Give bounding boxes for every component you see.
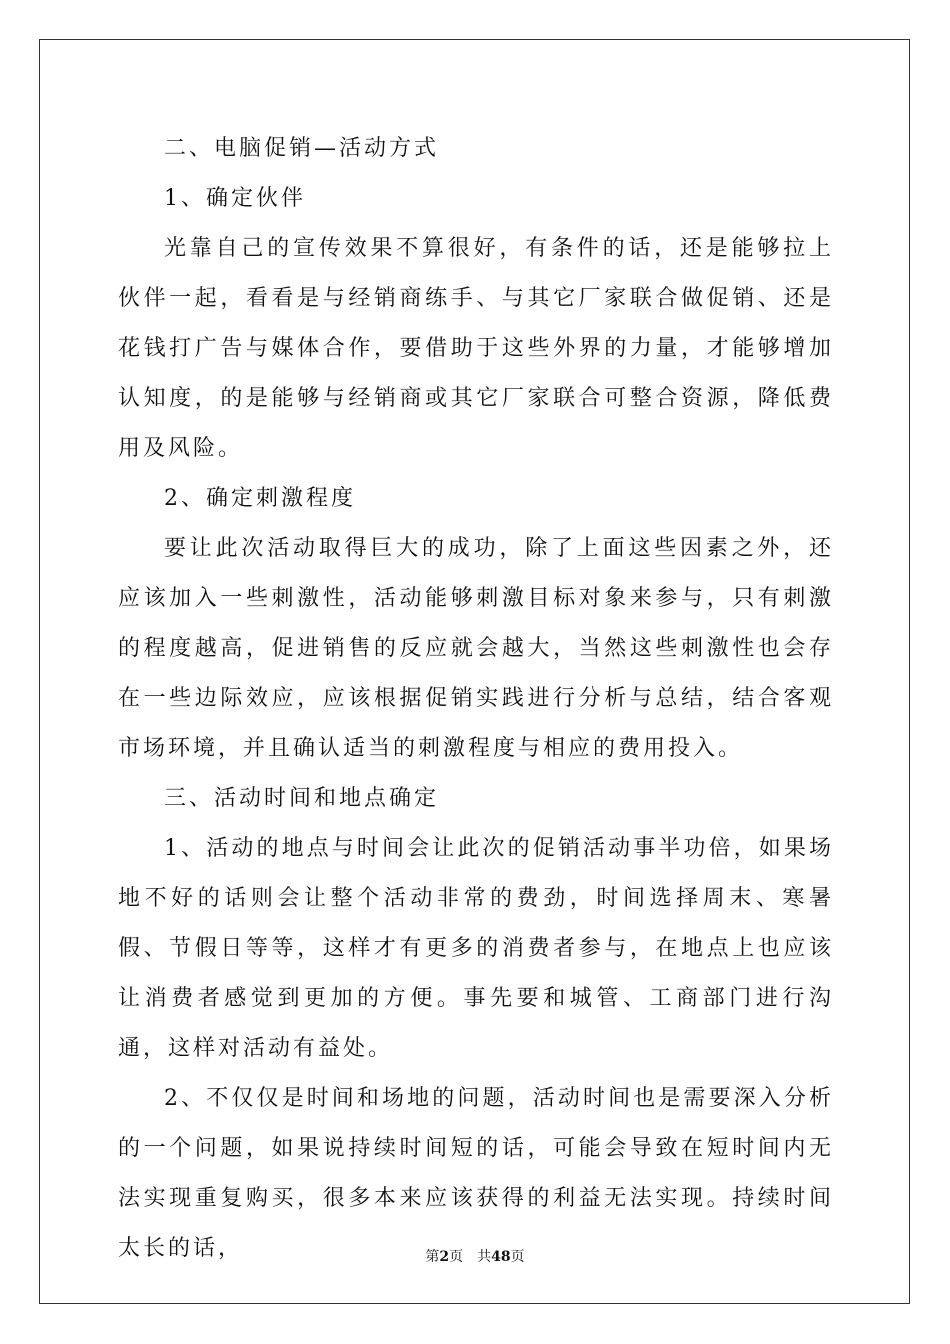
subsection-heading: 1、确定伙伴 <box>164 186 306 211</box>
total-suffix: 页 <box>510 1249 525 1265</box>
total-prefix: 共 <box>477 1249 492 1265</box>
page-number: 2 <box>439 1249 450 1265</box>
page-prefix: 第 <box>425 1249 440 1265</box>
body-paragraph: 要让此次活动取得巨大的成功，除了上面这些因素之外，还应该加入一些刺激性，活动能够刺激目标对象来参与，只有刺激的程度越高，促进销售的反应就会越大，当然这些刺激性也会存在一些边际效应，应该根据促销实践进行分析与总结，结合客观市场环境，并且确认适当的刺激程度与相应的费用投入。 <box>118 536 834 761</box>
body-paragraph: 1、活动的地点与时间会让此次的促销活动事半功倍，如果场地不好的话则会让整个活动非常的费劲，时间选择周末、寒暑假、节假日等等，这样才有更多的消费者参与，在地点上也应该让消费者感觉到更加的方便。事先要和城管、工商部门进行沟通，这样对活动有益处。 <box>118 836 834 1061</box>
subsection-heading: 2、确定刺激程度 <box>164 486 356 511</box>
total-pages: 48 <box>491 1249 511 1265</box>
section-heading: 三、活动时间和地点确定 <box>164 786 440 811</box>
page-suffix: 页 <box>449 1249 464 1265</box>
body-paragraph: 2、不仅仅是时间和场地的问题，活动时间也是需要深入分析的一个问题，如果说持续时间短的话，可能会导致在短时间内无法实现重复购买，很多本来应该获得的利益无法实现。持续时间太长的话， <box>118 1086 834 1261</box>
body-paragraph: 光靠自己的宣传效果不算很好，有条件的话，还是能够拉上伙伴一起，看看是与经销商练手、与其它厂家联合做促销、还是花钱打广告与媒体合作，要借助于这些外界的力量，才能够增加认知度，的是能够与经销商或其它厂家联合可整合资源，降低费用及风险。 <box>118 236 834 461</box>
page-footer <box>0 1246 950 1266</box>
section-heading: 二、电脑促销—活动方式 <box>164 136 440 161</box>
document-body <box>118 124 834 1274</box>
